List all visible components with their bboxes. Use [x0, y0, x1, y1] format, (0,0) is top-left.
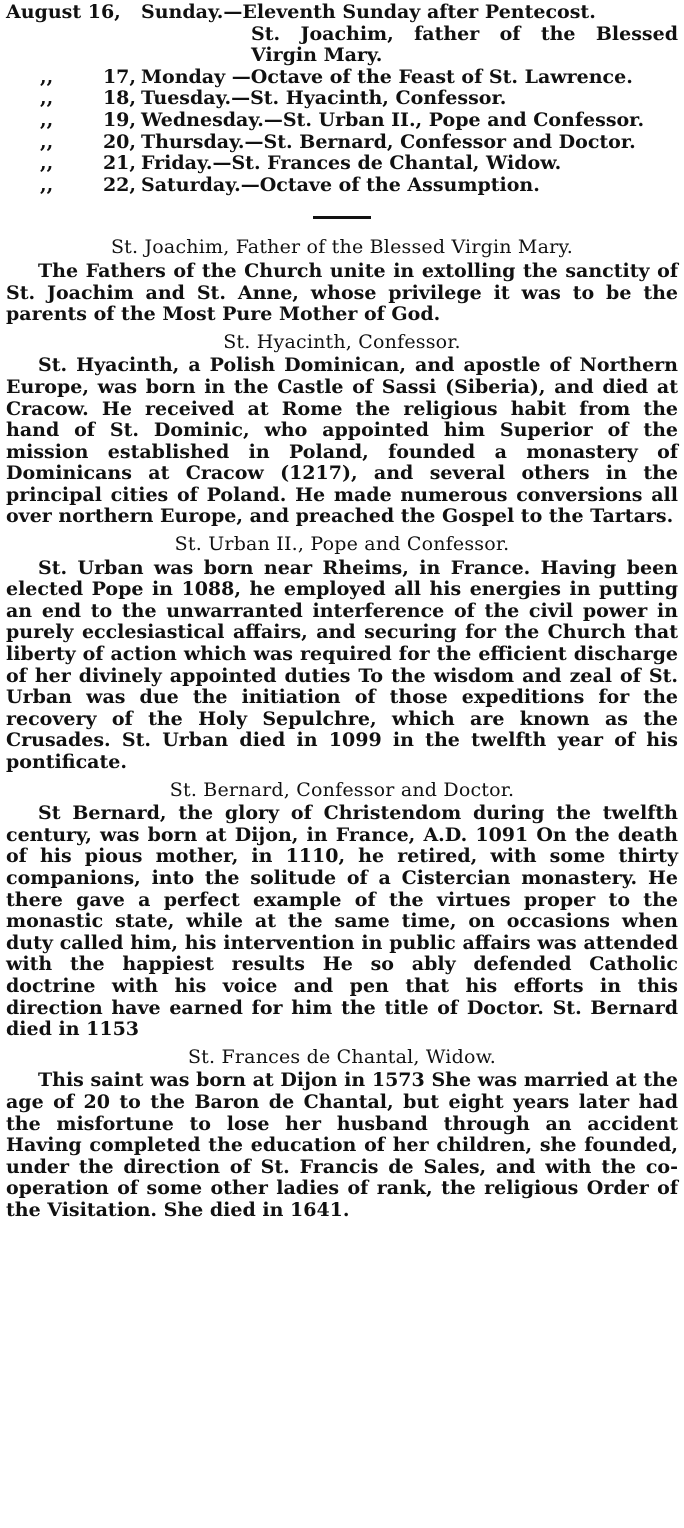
- calendar-date: [6, 153, 136, 175]
- calendar-day-number: 17,: [102, 65, 136, 88]
- calendar-day-number: 21,: [102, 152, 136, 175]
- calendar-entry: [6, 153, 678, 175]
- article-heading: St. Frances de Chantal, Widow.: [187, 1045, 497, 1068]
- calendar-feast: Thursday.—St. Bernard, Confessor and Doctor.: [141, 130, 636, 153]
- calendar-date: [6, 2, 136, 24]
- calendar-day-number: 18,: [102, 87, 136, 110]
- calendar-description: [136, 88, 678, 110]
- calendar-feast: Wednesday.—St. Urban II., Pope and Confessor.: [141, 108, 645, 131]
- ditto-mark: ,,: [40, 173, 54, 196]
- article-heading: St. Bernard, Confessor and Doctor.: [169, 778, 515, 801]
- ditto-mark: ,,: [40, 87, 54, 110]
- calendar-entry: [6, 88, 678, 110]
- calendar-date: [6, 67, 136, 89]
- calendar-day-number: 19,: [102, 108, 136, 131]
- calendar-description: [136, 132, 678, 154]
- article-heading: St. Joachim, Father of the Blessed Virgin Mary.: [110, 236, 574, 259]
- ditto-mark: ,,: [40, 108, 54, 131]
- calendar-feast: Sunday.—Eleventh Sunday after Pentecost.: [141, 1, 596, 23]
- calendar-entry: [6, 2, 678, 67]
- calendar-description: [136, 175, 678, 197]
- calendar-description: [136, 2, 678, 67]
- calendar-description: [136, 153, 678, 175]
- calendar-month-day: August 16,: [6, 1, 121, 23]
- article-heading: St. Urban II., Pope and Confessor.: [174, 533, 510, 556]
- calendar-feast: Saturday.—Octave of the Assumption.: [141, 173, 540, 196]
- calendar-entry: [6, 175, 678, 197]
- calendar-entry: [6, 67, 678, 89]
- calendar-day-number: 20,: [102, 130, 136, 153]
- article-body: This saint was born at Dijon in 1573 She was married at the age of 20 to the Baron de Chantal, but eight years later had the misfortune to lose her husband through an accident Having completed the education of her children, she founded, under the direction of St. Francis de Sales, and with the co-operation of some other ladies of rank, the religious Order of the Visitation. She died in 1641.: [6, 1069, 678, 1221]
- article-body: St Bernard, the glory of Christendom during the twelfth century, was born at Dijon, in France, A.D. 1091 On the death of his pious mother, in 1110, he retired, with some thirty companions, into the solitude of a Cistercian monastery. He there gave a perfect example of the virtues proper to the monastic state, while at the same time, on occasions when duty called him, his intervention in public affairs was attended with the happiest results He so ably defended Catholic doctrine with his voice and pen that his efforts in this direction have earned for him the title of Doctor. St. Bernard died in 1153: [6, 802, 678, 1041]
- section-divider: [313, 216, 371, 219]
- calendar-date: [6, 110, 136, 132]
- calendar-feast-continued: St. Joachim, father of the Blessed Virgin Mary.: [251, 22, 678, 67]
- article-body: St. Urban was born near Rheims, in France. Having been elected Pope in 1088, he employed all his energies in putting an end to the unwarranted interference of the civil power in purely ecclesiastical affairs, and securing for the Church that liberty of action which was required for the efficient discharge of her divinely appointed duties To the wisdom and zeal of St. Urban was due the initiation of those expeditions for the recovery of the Holy Sepulchre, which are known as the Crusades. St. Urban died in 1099 in the twelfth year of his pontificate.: [6, 556, 678, 773]
- calendar-entry: [6, 132, 678, 154]
- calendar-feast: Friday.—St. Frances de Chantal, Widow.: [141, 152, 562, 175]
- ditto-mark: ,,: [40, 130, 54, 153]
- article-heading: St. Hyacinth, Confessor.: [223, 330, 461, 353]
- calendar-date: [6, 88, 136, 110]
- calendar-entry: [6, 110, 678, 132]
- calendar-feast: Monday —Octave of the Feast of St. Lawrence.: [141, 65, 633, 88]
- article-body: The Fathers of the Church unite in extolling the sanctity of St. Joachim and St. Anne, whose privilege it was to be the parents of the Most Pure Mother of God.: [6, 259, 678, 326]
- saints-articles: [6, 237, 678, 1221]
- ditto-mark: ,,: [40, 152, 54, 175]
- ditto-mark: ,,: [40, 65, 54, 88]
- article-body: St. Hyacinth, a Polish Dominican, and apostle of Northern Europe, was born in the Castle of Sassi (Siberia), and died at Cracow. He received at Rome the religious habit from the hand of St. Dominic, who appointed him Superior of the mission established in Poland, founded a monastery of Dominicans at Cracow (1217), and several others in the principal cities of Poland. He made numerous conversions all over northern Europe, and preached the Gospel to the Tartars.: [6, 354, 678, 528]
- calendar-date: [6, 175, 136, 197]
- calendar-description: [136, 67, 678, 89]
- calendar-feast: Tuesday.—St. Hyacinth, Confessor.: [141, 87, 507, 110]
- calendar-description: [136, 110, 678, 132]
- calendar-day-number: 22,: [102, 173, 136, 196]
- calendar-list: [6, 2, 678, 196]
- calendar-date: [6, 132, 136, 154]
